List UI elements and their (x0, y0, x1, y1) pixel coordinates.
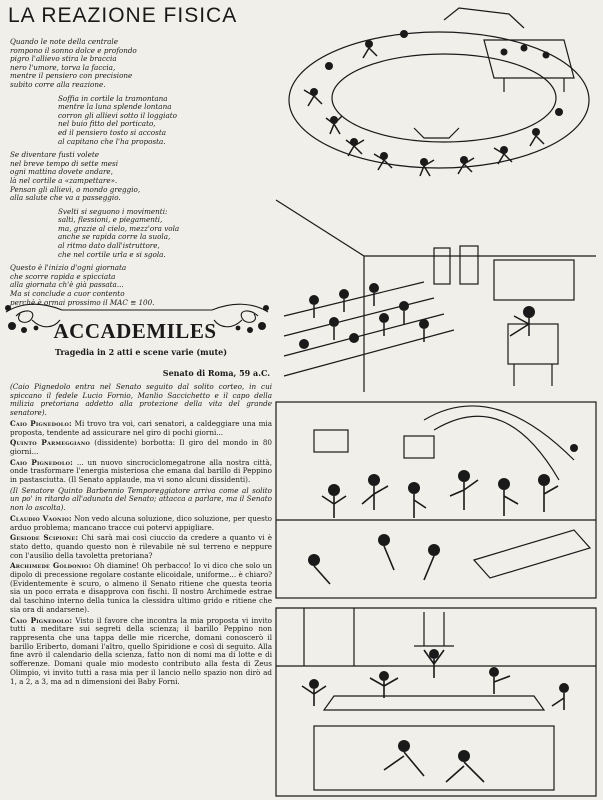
poem-line: mentre il pensiero con precisione (10, 71, 133, 81)
dialogue-paragraph (10, 562, 272, 614)
dialogue-paragraph (10, 515, 272, 532)
speaker-name: Claudio Vaonio: (10, 513, 72, 523)
poem-line: rompono il sonno dolce e profondo (10, 45, 137, 55)
play-subtitle: Tragedia in 2 atti e scene varie (mute) (54, 347, 228, 357)
poem-line: ogni mattina dovete andare, (10, 167, 113, 177)
senate-drawing (274, 400, 599, 600)
poem (10, 38, 272, 312)
poem-line: salti, flessioni, e piegamenti, (58, 215, 163, 225)
poem-line: subito corre alla reazione. (10, 79, 106, 89)
play-title: ACCADEMILES (53, 319, 217, 343)
stage-direction (10, 487, 272, 513)
speaker-name: Gesiode Scipione: (10, 533, 79, 543)
poem-line: che nel cortile urla e si sgola. (58, 249, 166, 259)
poem-line: nel buio fitto del porticato, (58, 119, 156, 129)
play-script (10, 383, 272, 688)
poem-line: ed il pensiero tosto si accosta (58, 127, 166, 137)
poem-line: Questo è l'inizio d'ogni giornata (10, 263, 127, 273)
speaker-name: Caio Pignedolo: (10, 418, 72, 428)
poem-line: Pensan gli allievi, o mondo greggio, (10, 184, 141, 194)
paragraph-text: Visto il favore che incontra la mia proposta vi invito tutti a meditare sui segreti della scienza; il barillo Peppino non rappresenta che una tappa delle mie ricerche, domani conoscerò il barillo Eriberto, domani l'altro, quello Spiridione e così di seguito. Alla fine avrò il calendario della scienza, fatto non di nomi ma di lotte e di sofferenze. Domani quale mio modesto contributo alla festa di Zeus Olimpio, vi invito tutti a rasa mia per il lancio nello spazio non dirò ad 1, a 2, a 3, ma ad n dimensioni dei Baby Forni. (10, 615, 272, 686)
dialogue-paragraph (10, 420, 272, 437)
paragraph-text: (Caio Pignedolo entra nel Senato seguito dal solito corteo, in cui spiccano il fedele Lucio Fornio, Manlio Saccichetto e il capo della milizia pretoriana addetto alla protezione della vita del grande senatore). (10, 382, 272, 418)
page-title: LA REAZIONE FISICA (8, 4, 238, 27)
paragraph-text: Mi trovo tra voi, cari senatori, a caldeggiare una mia proposta, tendente ad assicurare nel giro di pochi giorni... (10, 418, 272, 437)
speaker-name: Quinto Parmeggiano (10, 438, 91, 448)
poem-line: alla giornata ch'è già passata... (10, 280, 124, 290)
cartoon-gymnasium (274, 606, 599, 798)
speaker-name: Caio Pignedolo: (10, 615, 73, 625)
poem-stanza-4 (10, 208, 272, 260)
poem-line: nel breve tempo di sette mesi (10, 158, 119, 168)
paragraph-text: Non vedo alcuna soluzione, dico soluzione, per questo arduo problema; mancano tracce cui potervi appigliare. (10, 513, 272, 532)
paragraph-text: ... un nuovo sincrociclomegatrone alla nostra città, onde trasformare l'energia misteriosa che emana dal barillo di Peppino in pastasciutta. (Il Senato applaude, ma vi sono alcuni dissidenti). (10, 457, 272, 485)
poem-line: anche se rapida corre la suola, (58, 232, 171, 242)
poem-line: nero l'umore, torva la faccia, (10, 62, 116, 72)
poem-line: Quando le note della centrale (10, 37, 118, 46)
poem-line: ma, grazie al cielo, mezz'ora vola (58, 223, 180, 233)
poem-line: perchè è ormai prossimo il MAC ≡ 100. (10, 297, 155, 307)
poem-stanza-2 (10, 95, 272, 147)
cartoon-classroom (274, 196, 599, 394)
cartoon-senate-scene (274, 400, 599, 600)
classroom-drawing (274, 196, 599, 394)
paragraph-text: Oh diamine! Oh perbacco! Io vi dico che solo un dipolo di precessione regolare costante elicoidale, uniforme... è chiaro? (Evidentemente è scuro, o almeno il Senato ritiene che questa teoria sia un poco errata e disapprova con fischi. Il nostro Archimede estrae dal taschino interno della tunica la clessidra ultimo grido e ritiene che sia ora di andarsene). (10, 561, 272, 614)
poem-line: Se diventare fusti volete (10, 150, 99, 160)
poem-stanza-1 (10, 38, 272, 90)
poem-line: corron gli allievi sotto il loggiato (58, 110, 177, 120)
poem-line: Soffia in cortile la tramontana (58, 93, 168, 103)
dialogue-paragraph (10, 617, 272, 687)
play-setting: Senato di Roma, 59 a.C. (162, 368, 270, 378)
cartoon-courtyard-exercise (274, 0, 599, 190)
dialogue-paragraph (10, 534, 272, 560)
speaker-name: Archimede Goldonio: (10, 561, 92, 571)
poem-line: Svelti si seguono i movimenti: (58, 206, 168, 216)
stage-direction (10, 383, 272, 418)
paragraph-text: (dissidente) borbotta: Il giro del mondo in 80 giorni... (10, 438, 272, 456)
poem-stanza-3 (10, 151, 272, 203)
dialogue-paragraph (10, 439, 272, 456)
poem-line: alla salute che va a passeggio. (10, 193, 121, 203)
poem-line: al capitano che l'ha proposta. (58, 136, 166, 146)
dialogue-paragraph (10, 459, 272, 485)
poem-line: al ritmo dato dall'istruttore, (58, 241, 160, 251)
paragraph-text: Chi sarà mai così ciuccio da credere a quanto vi è stato detto, quando questo non è rilevabile nè sul terreno e neppure con l'ausilio della tavoletta pretoriana? (10, 533, 272, 560)
poem-line: che scorre rapida e spicciata (10, 271, 116, 281)
gymnasium-drawing (274, 606, 599, 798)
paragraph-text: (Il Senatore Quinto Barbennio Temporeggiatore arriva come al solito un po' in ritardo all'adunata del Senato; attacca a parlare, ma il Senato non lo ascolta). (10, 485, 272, 513)
speaker-name: Caio Pignedolo: (10, 457, 73, 467)
poem-line: pigro l'allievo stira le braccia (10, 54, 117, 64)
poem-line: Ma si conclude a cuor contento (10, 289, 125, 299)
poem-line: mentre la luna splende lontana (58, 102, 172, 112)
courtyard-drawing (274, 0, 599, 190)
poem-line: là nel cortile a «zampettare». (10, 175, 118, 185)
